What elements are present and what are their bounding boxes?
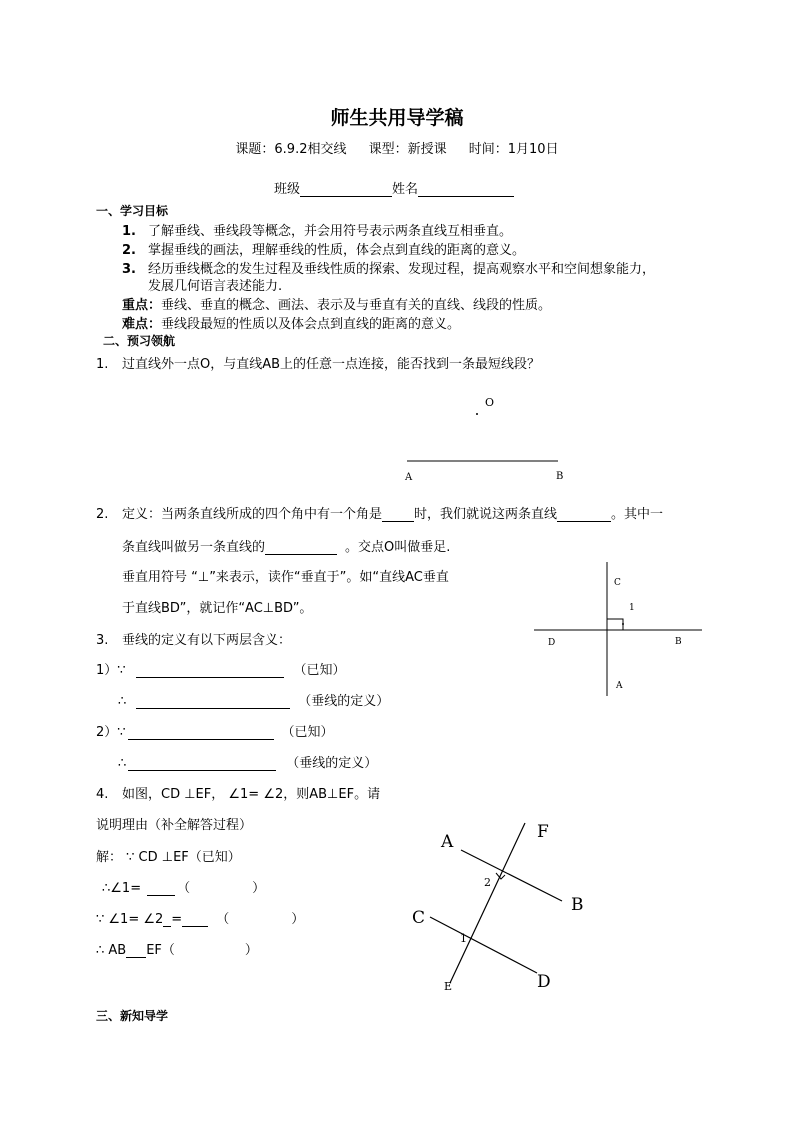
name-blank[interactable]	[418, 184, 514, 197]
key-point: 重点：垂线、垂直的概念、画法、表示及与垂直有关的直线、线段的性质。	[122, 298, 552, 313]
label-a: A	[616, 681, 623, 691]
point-o-label: O	[485, 396, 495, 409]
question-2-line3: 垂直用符号 “⊥”来表示，读作“垂直于”。如“直线AC垂直	[122, 570, 449, 585]
label-angle-1: 1	[629, 603, 635, 613]
proof-blank-4[interactable]	[126, 945, 146, 958]
proof-step-3: ∵ ∠1= ∠2 = （ ）	[96, 912, 305, 927]
line-ab	[461, 850, 562, 901]
proof-step-2: ∴∠1= （ ）	[102, 881, 266, 896]
proof-blank-3[interactable]	[182, 914, 208, 927]
question-2-line1: 2. 定义：当两条直线所成的四个角中有一个角是 时，我们就说这两条直线 。其中一	[96, 507, 664, 522]
q3-row-1: 1）∵ （已知）	[96, 663, 346, 678]
label-e: E	[444, 980, 453, 993]
student-info	[274, 178, 514, 197]
label-c: C	[412, 908, 426, 928]
line-ef	[450, 823, 525, 983]
q3-row-4: ∴ （垂线的定义）	[118, 756, 378, 771]
label-b: B	[675, 637, 682, 647]
question-4: 4. 如图，CD ⊥EF， ∠1= ∠2，则AB⊥EF。请	[96, 787, 381, 802]
goal-3-cont: 发展几何语言表述能力.	[148, 279, 283, 294]
question-4-cont: 说明理由（补全解答过程）	[96, 818, 253, 833]
class-label: 班级	[274, 182, 301, 197]
point-a-label: A	[405, 472, 413, 483]
lesson-type: 课型：新授课	[368, 142, 447, 157]
label-angle-2: 2	[484, 876, 491, 889]
label-f: F	[537, 822, 549, 842]
proof-blank-1[interactable]	[147, 883, 175, 896]
q3-blank-3[interactable]	[128, 727, 274, 740]
label-b: B	[571, 895, 584, 915]
label-d: D	[548, 638, 556, 648]
label-a: A	[441, 832, 454, 852]
point-o-dot	[476, 413, 478, 415]
blank-angle[interactable]	[382, 509, 414, 522]
q3-blank-4[interactable]	[128, 758, 276, 771]
figure-parallel-lines	[405, 815, 595, 995]
class-blank[interactable]	[300, 184, 392, 197]
goal-2: 2. 掌握垂线的画法，理解垂线的性质，体会点到直线的距离的意义。	[122, 243, 526, 258]
q3-blank-2[interactable]	[136, 696, 290, 709]
section1-heading: 一、学习目标	[96, 204, 169, 218]
q3-row-2: ∴ （垂线的定义）	[118, 694, 390, 709]
lesson-info	[0, 138, 794, 157]
question-1: 1. 过直线外一点O，与直线AB上的任意一点连接，能否找到一条最短线段？	[96, 357, 541, 372]
label-angle-1: 1	[460, 932, 467, 945]
blank-perpendicular[interactable]	[265, 542, 337, 555]
question-3: 3. 垂线的定义有以下两层含义：	[96, 633, 292, 648]
difficult-point: 难点：垂线段最短的性质以及体会点到直线的距离的意义。	[122, 317, 461, 332]
page-title: 师生共用导学稿	[330, 107, 464, 129]
figure-point-line	[395, 390, 575, 485]
section3-heading: 三、新知导学	[96, 1009, 169, 1023]
label-c: C	[614, 578, 621, 588]
proof-step-4: ∴ AB EF（ ）	[96, 943, 258, 958]
figure-perpendicular	[530, 558, 705, 703]
q3-blank-1[interactable]	[136, 665, 284, 678]
question-2-line4: 于直线BD”，就记作“AC⊥BD”。	[122, 601, 313, 616]
proof-step-1: 解： ∵ CD ⊥EF（已知）	[96, 850, 241, 865]
point-b-label: B	[556, 471, 564, 482]
right-angle-mark	[607, 619, 623, 630]
label-d: D	[537, 972, 551, 992]
lesson-time: 时间：1月10日	[468, 142, 559, 157]
lesson-topic: 课题：6.9.2相交线	[235, 142, 347, 157]
q3-row-3: 2）∵ （已知）	[96, 725, 334, 740]
question-2-line2: 条直线叫做另一条直线的 。交点O叫做垂足.	[122, 540, 451, 555]
goal-3: 3. 经历垂线概念的发生过程及垂线性质的探索、发现过程，提高观察水平和空间想象能力，	[122, 262, 656, 277]
goal-1: 1. 了解垂线、垂线段等概念，并会用符号表示两条直线互相垂直。	[122, 224, 513, 239]
line-cd	[430, 917, 537, 973]
section2-heading: 二、预习领航	[103, 334, 176, 348]
blank-relation[interactable]	[557, 509, 611, 522]
name-label: 姓名	[392, 182, 419, 197]
